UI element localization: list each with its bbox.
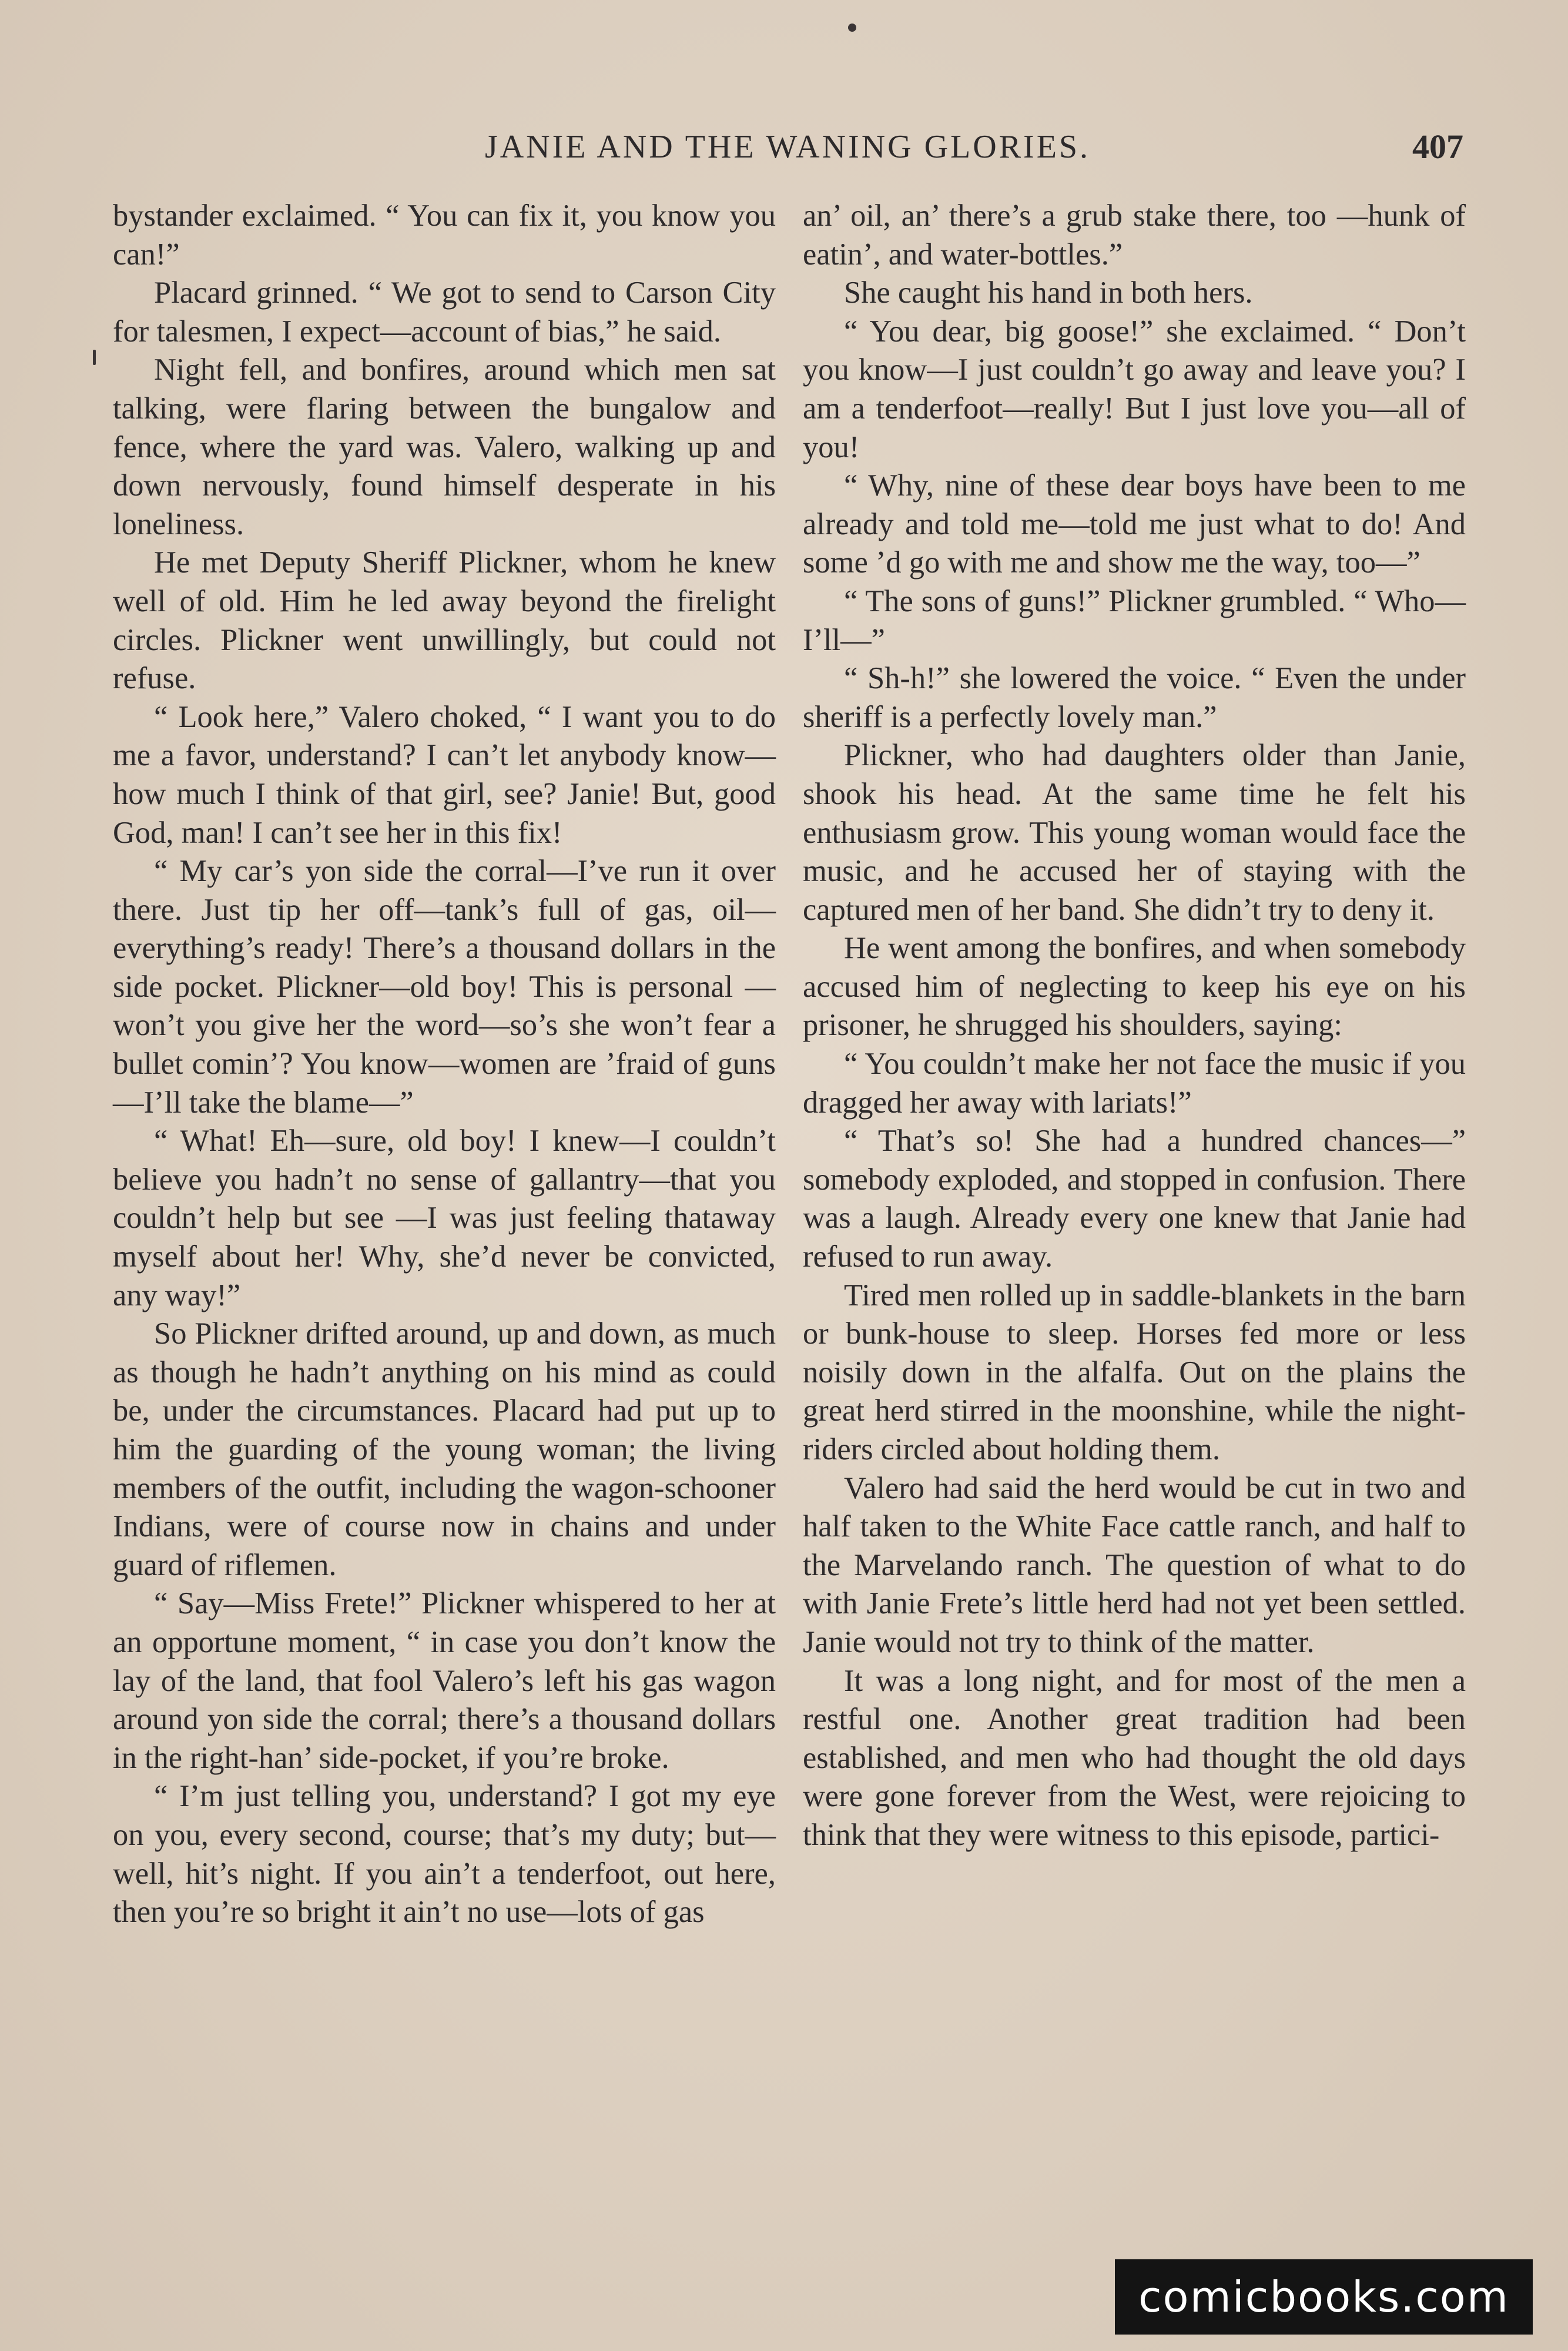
paragraph: He went among the bonfires, and when somebody accused him of neglecting to keep his eye on his prisoner, he shrugged his shoulders, saying: [803, 931, 1466, 1043]
ink-speck [848, 24, 856, 32]
paragraph: “ That’s so! She had a hundred chances—” somebody exploded, and stopped in confusion. There was a laugh. Already every one knew that Janie had refused to run away. [803, 1124, 1466, 1274]
ink-speck [93, 350, 96, 365]
paragraph: “ Why, nine of these dear boys have been to me already and told me—told me just what to do! And some ’d go with me and show me the way, too—” [803, 468, 1466, 580]
paragraph: “ What! Eh—sure, old boy! I knew—I couldn’t believe you hadn’t no sense of gallantry—that you couldn’t help but see —I was just feeling thataway myself about her! Why, she’d never be convicted, any way!” [113, 1124, 776, 1312]
paragraph: Tired men rolled up in saddle-blankets in the barn or bunk-house to sleep. Horses fed more or less noisily down in the alfalfa. Out on the plains the great herd stirred in the moonshine, while the night-riders circled about holding them. [803, 1278, 1466, 1466]
paragraph: “ Look here,” Valero choked, “ I want you to do me a favor, understand? I can’t let anybody know—how much I think of that girl, see? Janie! But, good God, man! I can’t see her in this fix! [113, 699, 776, 850]
paragraph: “ The sons of guns!” Plickner grumbled. “ Who—I’ll—” [803, 584, 1466, 657]
running-title: JANIE AND THE WANING GLORIES. [484, 129, 1091, 165]
page-number: 407 [1412, 128, 1463, 166]
paragraph: “ Sh-h!” she lowered the voice. “ Even the under sheriff is a perfectly lovely man.” [803, 661, 1466, 734]
paragraph: “ My car’s yon side the corral—I’ve run it over there. Just tip her off—tank’s full of gas, oil—everything’s ready! There’s a thousand dollars in the side pocket. Plickner—old boy! This is personal — won’t you give her the word—so’s she won’t fear a bullet comin’? You know—women are ’fraid of guns—I’ll take the blame—” [113, 854, 776, 1120]
paragraph: Plickner, who had daughters older than Janie, shook his head. At the same time he felt his enthusiasm grow. This young woman would face the music, and he accused her of staying with the captured men of her band. She didn’t try to deny it. [803, 738, 1466, 927]
paragraph: “ Say—Miss Frete!” Plickner whispered to her at an opportune moment, “ in case you don’t know the lay of the land, that fool Valero’s left his gas wagon around yon side the corral; there’s a thousand dollars in the right-han’ side-pocket, if you’re broke. [113, 1586, 776, 1775]
text-column-right [803, 197, 1466, 1855]
paragraph: She caught his hand in both hers. [844, 276, 1253, 310]
paragraph: Night fell, and bonfires, around which men sat talking, were flaring between the bungalow and fence, where the yard was. Valero, walking up and down nervously, found himself desperate in his loneliness. [113, 353, 776, 541]
paragraph: bystander exclaimed. “ You can fix it, you know you can!” [113, 199, 776, 272]
paragraph: “ You dear, big goose!” she exclaimed. “ Don’t you know—I just couldn’t go away and leave you? I am a tenderfoot—really! But I just love you—all of you! [803, 314, 1466, 464]
paragraph: He met Deputy Sheriff Plickner, whom he knew well of old. Him he led away beyond the firelight circles. Plickner went unwillingly, but could not refuse. [113, 545, 776, 696]
paragraph: an’ oil, an’ there’s a grub stake there, too —hunk of eatin’, and water-bottles.” [803, 199, 1466, 272]
paragraph: “ You couldn’t make her not face the music if you dragged her away with lariats!” [803, 1047, 1466, 1120]
text-column-left [113, 197, 776, 1932]
watermark-logo: comicbooks.com [1115, 2259, 1533, 2335]
paragraph: So Plickner drifted around, up and down, as much as though he hadn’t anything on his mind as could be, under the circumstances. Placard had put up to him the guarding of the young woman; the living members of the outfit, including the wagon-schooner Indians, were of course now in chains and under guard of riflemen. [113, 1317, 776, 1582]
paragraph: Valero had said the herd would be cut in two and half taken to the White Face cattle ranch, and half to the Marvelando ranch. The question of what to do with Janie Frete’s little herd had not yet been settled. Janie would not try to think of the matter. [803, 1471, 1466, 1659]
paragraph: Placard grinned. “ We got to send to Carson City for talesmen, I expect—account of bias,” he said. [113, 276, 776, 349]
page-header [112, 123, 1463, 170]
paragraph: “ I’m just telling you, understand? I got my eye on you, every second, course; that’s my duty; but—well, hit’s night. If you ain’t a tenderfoot, out here, then you’re so bright it ain’t no use—lots of gas [113, 1779, 776, 1930]
paragraph: It was a long night, and for most of the men a restful one. Another great tradition had been established, and men who had thought the old days were gone forever from the West, were rejoicing to think that they were witness to this episode, partici- [803, 1663, 1466, 1852]
